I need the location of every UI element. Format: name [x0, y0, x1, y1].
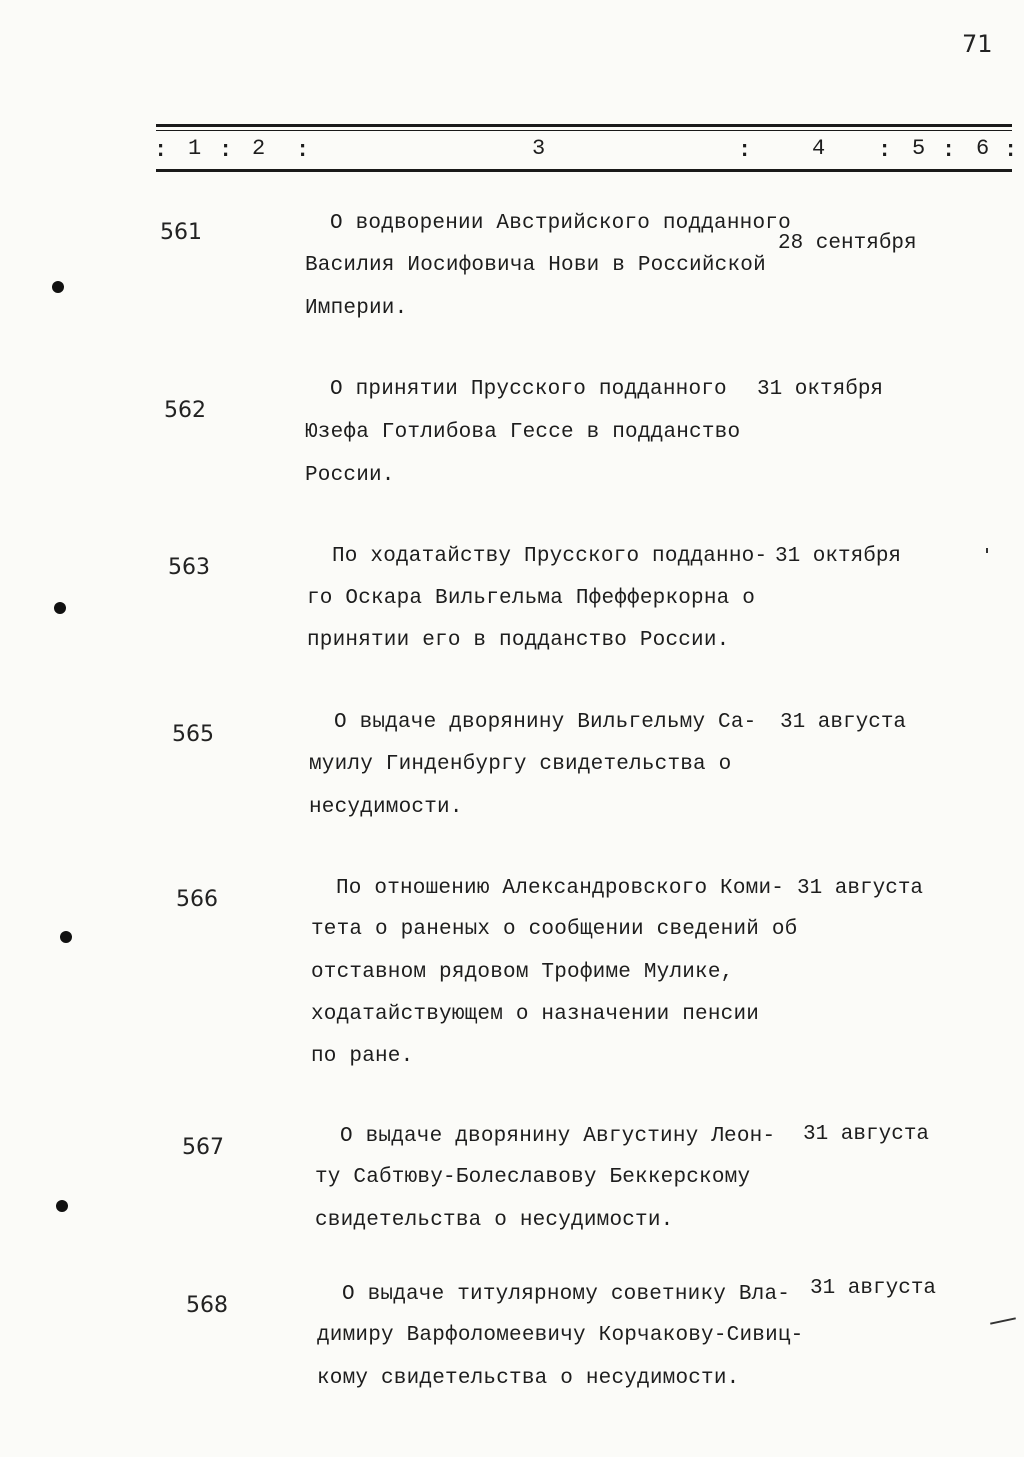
scan-mark	[990, 1317, 1016, 1324]
entry-text-line: О выдаче дворянину Вильгельму Са-	[334, 711, 757, 734]
entry-text-line: димиру Варфоломеевичу Корчакову-Сивиц-	[317, 1324, 804, 1347]
binding-hole	[56, 1200, 68, 1212]
entry-text-line: принятии его в подданство России.	[307, 629, 730, 652]
header-bottom-rule	[156, 169, 1012, 172]
entry-text-line: ту Сабтюву-Болеславову Беккерскому	[315, 1166, 751, 1189]
entry-text-line: О принятии Прусского подданного	[330, 378, 727, 401]
header-top-rule-thin	[156, 130, 1012, 131]
entry-date: 31 августа	[803, 1123, 930, 1146]
column-separator: :	[942, 138, 956, 163]
entry-number: 565	[172, 722, 214, 747]
entry-text-line: Юзефа Готлибова Гессе в подданство	[305, 421, 741, 444]
entry-text-line: О водворении Австрийского подданного	[330, 212, 791, 235]
entry-number: 563	[168, 555, 210, 580]
scan-mark	[986, 548, 988, 553]
column-header-5: 5	[912, 136, 926, 161]
binding-hole	[52, 281, 64, 293]
column-header-1: 1	[188, 136, 202, 161]
entry-number: 561	[160, 220, 202, 245]
entry-text-line: О выдаче титулярному советнику Вла-	[342, 1283, 791, 1306]
entry-text-line: России.	[305, 464, 395, 487]
entry-text-line: несудимости.	[309, 796, 463, 819]
column-separator: :	[296, 138, 310, 163]
entry-text-line: О выдаче дворянину Августину Леон-	[340, 1125, 776, 1148]
entry-number: 567	[182, 1135, 224, 1160]
entry-text-line: тета о раненых о сообщении сведений об	[311, 918, 798, 941]
column-header-6: 6	[976, 136, 990, 161]
entry-text-line: по ране.	[311, 1045, 414, 1068]
binding-hole	[54, 602, 66, 614]
column-separator: :	[154, 138, 168, 163]
entry-date: 31 августа	[810, 1277, 937, 1300]
column-separator: :	[219, 138, 233, 163]
column-separator: :	[878, 138, 892, 163]
entry-date: 31 августа	[780, 711, 907, 734]
entry-text-line: свидетельства о несудимости.	[315, 1209, 674, 1232]
entry-text-line: Василия Иосифовича Нови в Российской	[305, 254, 766, 277]
entry-text-line: ходатайствующем о назначении пенсии	[311, 1003, 760, 1026]
page-number: 71	[962, 30, 993, 58]
column-separator: :	[1004, 138, 1018, 163]
entry-text-line: кому свидетельства о несудимости.	[317, 1367, 740, 1390]
entry-date: 31 октября	[757, 378, 884, 401]
entry-text-line: По ходатайству Прусского подданно-	[332, 545, 768, 568]
column-separator: :	[738, 138, 752, 163]
entry-text-line: Империи.	[305, 297, 408, 320]
entry-number: 566	[176, 887, 218, 912]
entry-date: 31 октября	[775, 545, 902, 568]
header-top-rule	[156, 124, 1012, 127]
binding-hole	[60, 931, 72, 943]
entry-date: 31 августа	[797, 877, 924, 900]
column-header-2: 2	[252, 136, 266, 161]
column-header-3: 3	[532, 136, 546, 161]
column-header-4: 4	[812, 136, 826, 161]
entry-text-line: муилу Гинденбургу свидетельства о	[309, 753, 732, 776]
entry-number: 562	[164, 398, 206, 423]
entry-date: 28 сентября	[778, 232, 917, 255]
entry-number: 568	[186, 1293, 228, 1318]
entry-text-line: По отношению Александровского Коми-	[336, 877, 785, 900]
entry-text-line: отставном рядовом Трофиме Мулике,	[311, 961, 734, 984]
entry-text-line: го Оскара Вильгельма Пфефферкорна о	[307, 587, 756, 610]
